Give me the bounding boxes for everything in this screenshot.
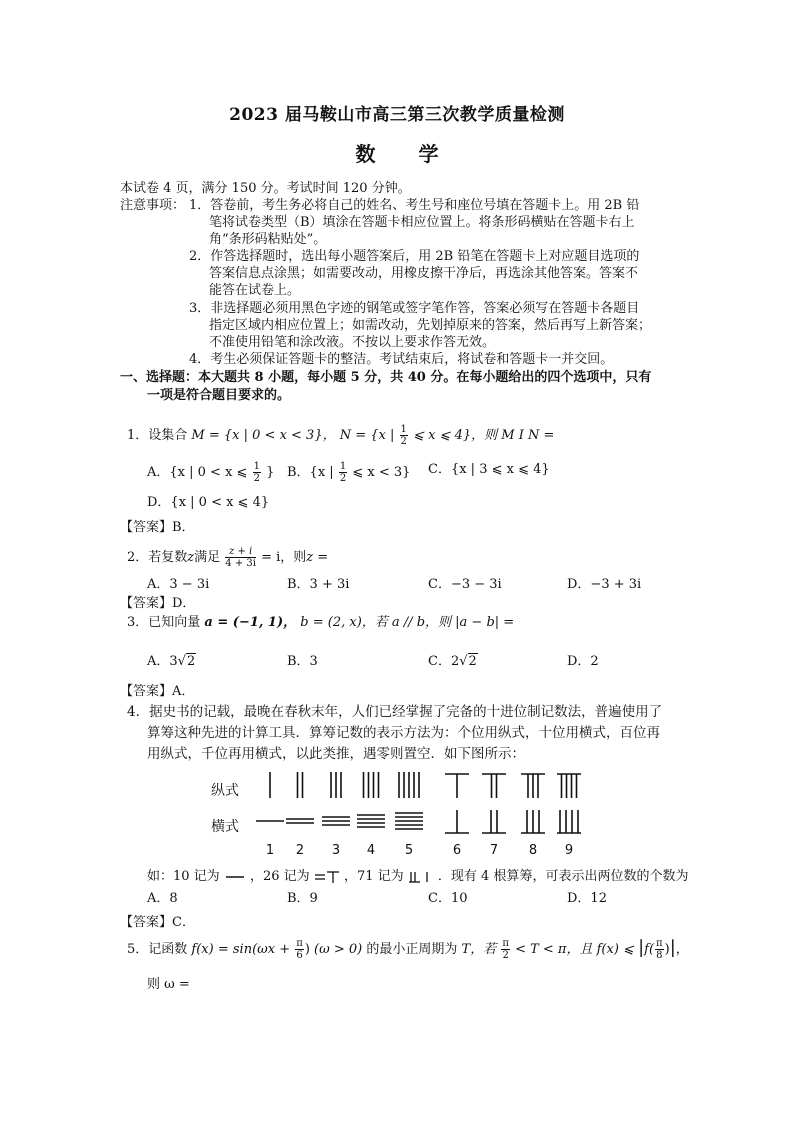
rod-26-icon [314,870,340,884]
q2-option-a: A．3 − 3i [147,577,210,592]
q1-option-b: B．{x | $\frac{1}{2}$ ⩽ x < 3} [287,461,411,484]
q4-answer: 【答案】C． [120,915,195,930]
q1-option-d: D．{x | 0 < x ⩽ 4} [147,495,270,510]
rod-71-icon [408,870,434,884]
subject-title: 数 学 [355,142,457,166]
label-horizontal: 横式 [211,819,239,835]
q2-option-b: B．3 + 3i [287,577,350,592]
note-line: 指定区域内相应位置上；如需改动，先划掉原来的答案，然后再写上新答案； [209,318,652,333]
page-title: 2023 届马鞍山市高三第三次教学质量检测 [229,105,565,125]
q3-option-d: D．2 [567,654,599,669]
note-line: 3．非选择题必须用黑色字迹的钢笔或签字笔作答，答案必须写在答题卡各题目 [189,301,640,316]
note-line: 笔将试卷类型（B）填涂在答题卡相应位置上。将条形码横贴在答题卡右上 [209,215,635,230]
question-5-stem: 5．记函数 f(x) = sin(ωx + $\frac{\pi}{6}$ ) (ω > 0) 的最小正周期为 T，若 $\frac{\pi}{2}$ < T < π，且 f(x) ⩽ |f( $\frac{\pi}{8}$ )|， [127,937,689,961]
q5-line-2: 则 ω = [147,977,190,992]
note-line: 能答在试卷上。 [209,283,301,298]
q2-option-c: C．−3 − 3i [428,577,502,592]
question-1-stem [127,424,554,447]
note-line: 答案信息点涂黑；如需要改动，用橡皮擦干净后，再选涂其他答案。答案不 [209,266,639,281]
rod-digit-label: 4 [366,843,376,858]
q4-option-b: B．9 [287,891,318,906]
rod-digit-label: 1 [265,843,275,858]
rod-digit-label: 6 [452,843,462,858]
rod-digit-label: 2 [295,843,305,858]
counting-rods-figure [250,768,590,838]
q1-option-a: A．{x | 0 < x ⩽ $\frac{1}{2}$ } [147,461,275,484]
q3-option-a: A．3√2 [147,654,196,669]
q1-intersection: M I N = [501,428,555,443]
note-line: 1．答卷前，考生务必将自己的姓名、考生号和座位号填在答题卡上。用 2B 铅 [189,198,640,213]
note-line: 角“条形码粘贴处”。 [209,232,327,247]
notes-label: 注意事项： [120,198,186,213]
rod-digit-label: 7 [489,843,499,858]
section-heading-cont: 一项是符合题目要求的。 [147,388,291,403]
exam-info: 本试卷 4 页，满分 150 分。考试时间 120 分钟。 [120,181,411,196]
q3-answer: 【答案】A． [120,684,195,699]
q4-option-d: D．12 [567,891,607,906]
rod-10-icon [224,871,246,883]
q4-line-1: 4．据史书的记载，最晚在春秋末年，人们已经掌握了完备的十进位制记数法，普遍使用了 [127,704,663,720]
q4-note: 如：10 记为 ，26 记为 ，71 记为 ．现有 4 根算筹，可表示出两位数的个数为 [147,869,689,884]
label-vertical: 纵式 [211,783,239,799]
q4-option-a: A．8 [147,891,178,906]
q1-fraction: $\frac{1}{2}$ [400,424,407,447]
q1-set-n: N = {x | [339,428,395,443]
q4-line-3: 用纵式，千位再用横式，以此类推，遇零则置空．如下图所示： [147,746,525,762]
note-line: 2．作答选择题时，选出每小题答案后，用 2B 铅笔在答题卡上对应题目选项的 [189,249,640,264]
q1-option-c: C．{x | 3 ⩽ x ⩽ 4} [428,462,550,477]
q2-option-d: D．−3 + 3i [567,577,642,592]
note-line: 4．考生必须保证答题卡的整洁。考试结束后，将试卷和答题卡一并交回。 [189,352,614,367]
note-line: 不准使用铅笔和涂改液。不按以上要求作答无效。 [209,335,496,350]
q1-answer: 【答案】B． [120,520,195,535]
q1-text: 1．设集合 [127,428,188,443]
question-3-stem: 3．已知向量 a = (−1, 1)， b = (2, x)，若 a // b，则 |a − b| = [127,615,515,630]
q4-line-2: 算筹这种先进的计算工具．算筹记数的表示方法为：个位用纵式，十位用横式，百位再 [147,725,660,741]
rod-digit-label: 3 [331,843,341,858]
section-heading: 一、选择题：本大题共 8 小题，每小题 5 分，共 40 分。在每小题给出的四个选项中，只有 [120,370,652,385]
question-2-stem: 2．若复数z满足 $\frac{z + i}{4 + 3i}$ = i，则z = [127,546,329,569]
q1-set-n-end: ⩽ x ⩽ 4}，则 [413,428,498,443]
q1-set-m: M = {x | 0 < x < 3}， [191,428,336,443]
q3-option-c: C．2√2 [428,654,477,669]
rod-digit-label: 9 [564,843,574,858]
q2-answer: 【答案】D． [120,596,196,611]
q4-option-c: C．10 [428,891,468,906]
rod-digit-label: 5 [404,843,414,858]
rod-digit-label: 8 [528,843,538,858]
q3-option-b: B．3 [287,654,318,669]
